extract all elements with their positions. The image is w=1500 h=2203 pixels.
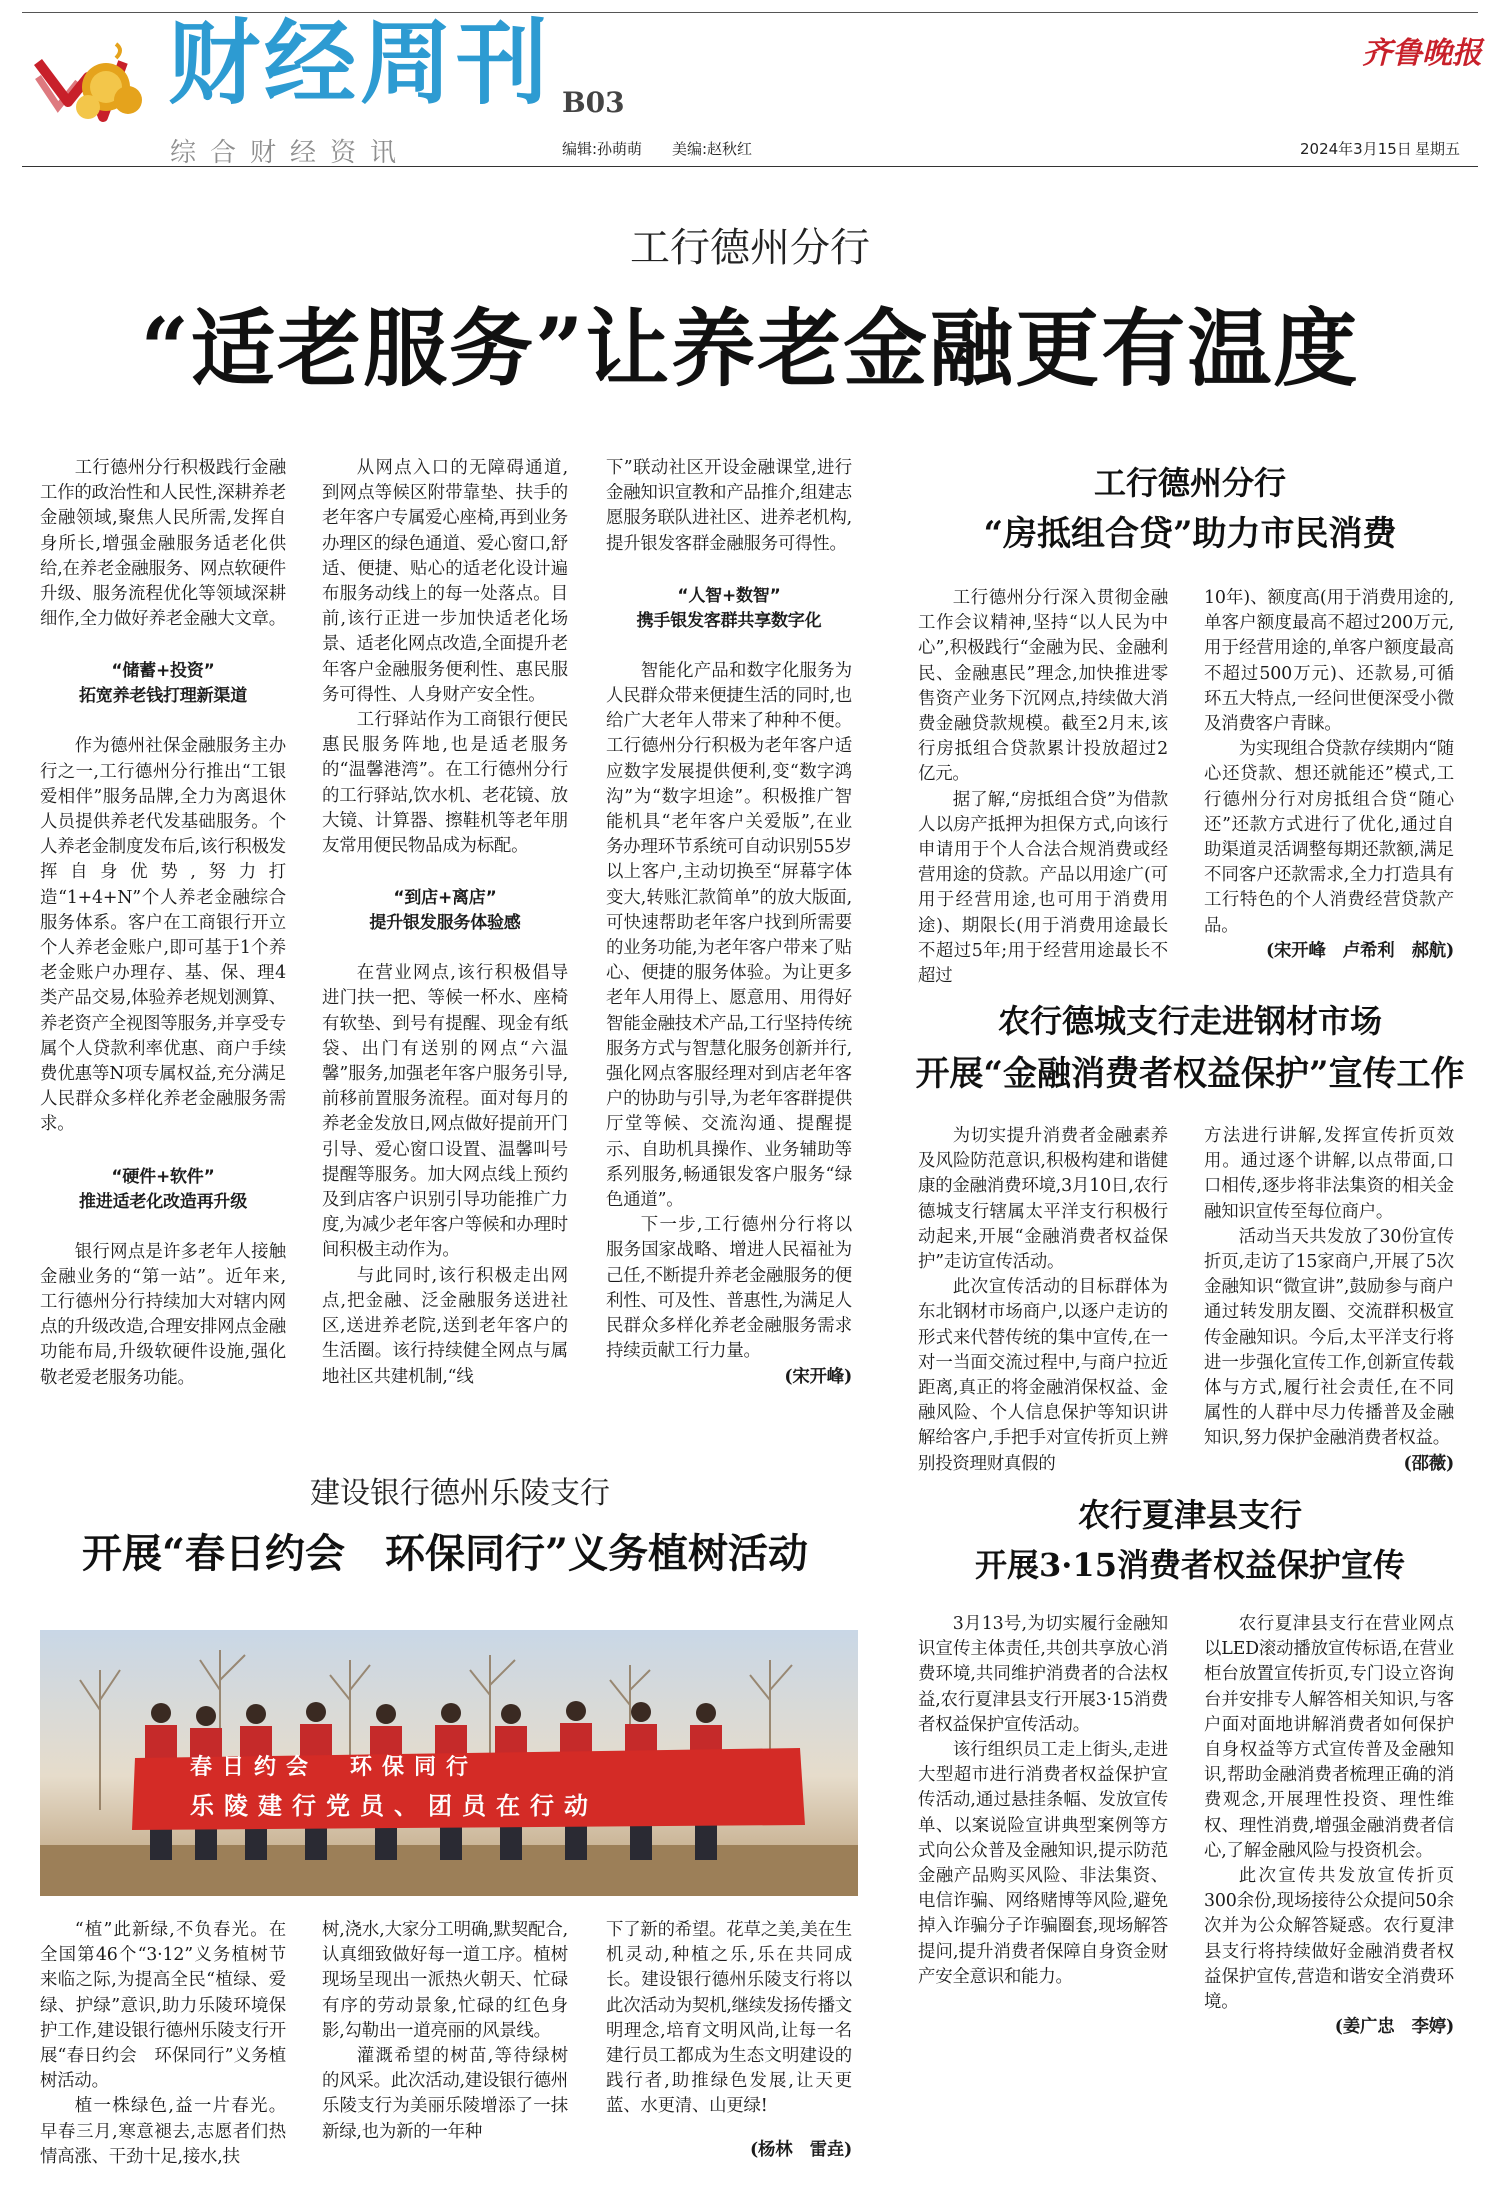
main-column-3 [606, 456, 852, 1390]
bottom-headline: 开展“春日约会 环保同行”义务植树活动 [81, 1530, 808, 1577]
right2-column-1 [918, 1124, 1168, 1477]
newspaper-name: 齐鲁晚报 [1362, 36, 1482, 71]
banner-text-line-1: 春日约会 环保同行 [190, 1755, 479, 1780]
byline: (邵薇) [1403, 1453, 1454, 1474]
bottom-kicker: 建设银行德州乐陵支行 [310, 1476, 610, 1511]
paragraph: 作为德州社保金融服务主办行之一,工行德州分行推出“工银爱相伴”服务品牌,全力为离退休人员提供养老代发基础服务。个人养老金制度发布后,该行积极发挥自身优势,努力打造“1+4+N”个人养老金融综合服务体系。客户在工商银行开立个人养老金账户,即可基于1个养老金账户办理存、基、保、理4类产品交易,体验养老规划测算、养老资产全视图等服务,并享受专属个人贷款利率优惠、商户手续费优惠等N项专属权益,充分满足人民群众多样化养老金融服务需求。 [40, 736, 286, 1135]
byline: (杨林 雷垚) [749, 2139, 852, 2160]
right3-column-2 [1204, 1612, 1454, 2040]
banner-text-line-2: 乐陵建行党员、团员在行动 [190, 1792, 598, 1820]
subhead: “硬件+软件” [111, 1166, 215, 1187]
paragraph: 10年)、额度高(用于消费用途的,单客户额度最高不超过200万元,用于经营用途的,单客户额度最高不超过500万元)、还款易,可循环五大特点,一经问世便深受小微及消费客户青睐。 [1204, 588, 1454, 735]
paragraph: 工行驿站作为工商银行便民惠民服务阵地,也是适老服务的“温馨港湾”。在工行德州分行的工行驿站,饮水机、老花镜、放大镜、计算器、擦鞋机等老年朋友常用便民物品成为标配。 [322, 710, 568, 857]
bottom-column-2 [322, 1918, 568, 2145]
issue-weekday: 星期五 [1415, 140, 1461, 158]
subhead: 推进适老化改造再升级 [79, 1191, 247, 1212]
right3-kicker: 农行夏津县支行 [1077, 1496, 1302, 1534]
paragraph: 为实现组合贷款存续期内“随心还贷款、想还就能还”模式,工行德州分行对房抵组合贷“随心还”还款方式进行了优化,通过自助渠道灵活调整每期还款额,满足不同客户还款需求,全力打造具有工行特色的个人消费经营贷款产品。 [1204, 739, 1454, 936]
masthead-subtitle: 综合财经资讯 [170, 138, 411, 168]
paragraph: 下一步,工行德州分行将以服务国家战略、增进人民福祉为己任,不断提升养老金融服务的便利性、可及性、普惠性,为满足人民群众多样化养老金融服务需求持续贡献工行力量。 [606, 1215, 852, 1362]
paragraph: 工行德州分行深入贯彻金融工作会议精神,坚持“以人民为中心”,积极践行“金融为民、金融利民、金融惠民”理念,加快推进零售资产业务下沉网点,持续做大消费金融贷款规模。截至2月末,该行房抵组合贷款累计投放超过2亿元。 [918, 588, 1168, 785]
paragraph: 据了解,“房抵组合贷”为借款人以房产抵押为担保方式,向该行申请用于个人合法合规消费或经营用途的贷款。产品以用途广(可用于经营用途,也可用于消费用途)、期限长(用于消费用途最长不超过5年;用于经营用途最长不超过 [918, 789, 1168, 987]
paragraph: 活动当天共发放了30份宣传折页,走访了15家商户,开展了5次金融知识“微宣讲”,鼓励参与商户通过转发朋友圈、交流群积极宣传金融知识。今后,太平洋支行将进一步强化宣传工作,创新宣传载体与方式,履行社会责任,在不同属性的人群中尽力传播普及金融知识,努力保护金融消费者权益。 [1204, 1226, 1454, 1449]
bottom-column-3 [606, 1918, 852, 2163]
paragraph: “植”此新绿,不负春光。在全国第46个“3·12”义务植树节来临之际,为提高全民“植绿、爱绿、护绿”意识,助力乐陵环境保护工作,建设银行德州乐陵支行开展“春日约会 环保同行”义务植树活动。 [40, 1920, 286, 2092]
paragraph: 灌溉希望的树苗,等待绿树的风采。此次活动,建设银行德州乐陵支行为美丽乐陵增添了一抹新绿,也为新的一年种 [322, 2046, 568, 2142]
paragraph: 农行夏津县支行在营业网点以LED滚动播放宣传标语,在营业柜台放置宣传折页,专门设立咨询台并安排专人解答相关知识,与客户面对面地讲解消费者如何保护自身权益等方式宣传普及金融知识,帮助金融消费者梳理正确的消费观念,开展理性投资、理性维权、理性消费,增强金融消费者信心,了解金融风险与投资机会。 [1204, 1614, 1454, 1861]
subhead: 提升银发服务体验感 [369, 913, 521, 934]
paragraph: 在营业网点,该行积极倡导进门扶一把、等候一杯水、座椅有软垫、到号有提醒、现金有纸袋、出门有送别的网点“六温馨”服务,加强老年客户服务引导,前移前置服务流程。面对每月的养老金发放日,网点做好提前开门引导、爱心窗口设置、温馨叫号提醒等服务。加大网点线上预约及到店客户识别引导功能推广力度,为减少老年客户等候和办理时间积极主动作为。 [322, 963, 568, 1261]
right3-headline: 开展3·15消费者权益保护宣传 [975, 1546, 1405, 1584]
paragraph: 银行网点是许多老年人接触金融业务的“第一站”。近年来,工行德州分行持续加大对辖内网点的升级改造,合理安排网点金融功能布局,升级软硬件设施,强化敬老爱老服务功能。 [40, 1241, 286, 1388]
paragraph: 为切实提升消费者金融素养及风险防范意识,积极构建和谐健康的金融消费环境,3月10日,农行德城支行辖属太平洋支行积极行动起来,开展“金融消费者权益保护”走访宣传活动。 [918, 1126, 1168, 1273]
main-kicker: 工行德州分行 [630, 225, 870, 271]
paragraph: 从网点入口的无障碍通道,到网点等候区附带靠垫、扶手的老年客户专属爱心座椅,再到业务办理区的绿色通道、爱心窗口,舒适、便捷、贴心的适老化设计遍布服务动线上的每一处落点。目前,该行正进一步加快适老化场景、适老化网点改造,全面提升老年客户金融服务便利性、惠民服务可得性、人身财产安全性。 [322, 458, 568, 705]
masthead-logo-icon [28, 22, 148, 132]
right2-column-2 [1204, 1124, 1454, 1477]
subhead: 拓宽养老钱打理新渠道 [79, 686, 247, 707]
byline: (宋开峰 卢希利 郝航) [1266, 940, 1454, 961]
right1-column-1 [918, 586, 1168, 989]
paragraph: 植一株绿色,益一片春光。早春三月,寒意褪去,志愿者们热情高涨、干劲十足,接水,扶 [40, 2096, 286, 2167]
paragraph: 下了新的希望。花草之美,美在生机灵动,种植之乐,乐在共同成长。建设银行德州乐陵支行将以此次活动为契机,继续发扬传播文明理念,培育文明风尚,让每一名建行员工都成为生态文明建设的践行者,助推绿色发展,让天更蓝、水更清、山更绿! [606, 1920, 852, 2117]
paragraph: 该行组织员工走上街头,走进大型超市进行消费者权益保护宣传活动,通过悬挂条幅、发放宣传单、以案说险宣讲典型案例等方式向公众普及金融知识,提示防范金融产品购买风险、非法集资、电信诈骗、网络赌博等风险,避免掉入诈骗分子诈骗圈套,现场解答提问,提升消费者保障自身资金财产安全意识和能力。 [918, 1740, 1168, 1987]
subhead: “储蓄+投资” [111, 661, 215, 682]
main-headline: “适老服务”让养老金融更有温度 [140, 299, 1360, 398]
subhead: “到店+离店” [393, 888, 497, 909]
paragraph: 智能化产品和数字化服务为人民群众带来便捷生活的同时,也给广大老年人带来了种种不便。工行德州分行积极为老年客户适应数字发展提供便利,变“数字鸿沟”为“数字坦途”。积极推广智能机具“老年客户关爱版”,在业务办理环节系统可自动识别55岁以上客户,主动切换至“屏幕字体变大,转账汇款简单”的放大版面,可快速帮助老年客户找到所需要的业务功能,为老年客户带来了贴心、便捷的服务体验。为让更多老年人用得上、愿意用、用得好智能金融技术产品,工行坚持传统服务方式与智慧化服务创新并行,强化网点客服经理对到店老年客户的协助与引导,为老年客群提供厅堂等候、交流沟通、提醒提示、自助机具操作、业务辅助等系列服务,畅通银发客户服务“绿色通道”。 [606, 660, 852, 1211]
main-column-1 [40, 456, 286, 1391]
paragraph: 下”联动社区开设金融课堂,进行金融知识宣教和产品推介,组建志愿服务联队进社区、进养老机构,提升银发客群金融服务可得性。 [606, 458, 852, 554]
right3-column-1 [918, 1612, 1168, 1990]
paragraph: 与此同时,该行积极走出网点,把金融、泛金融服务送进社区,送进养老院,送到老年客户的生活圈。该行持续健全网点与属地社区共建机制,“线 [322, 1265, 568, 1387]
masthead-title: 财经周刊 [168, 10, 553, 117]
issue-date: 2024年3月15日 [1300, 140, 1412, 158]
right1-headline: “房抵组合贷”助力市民消费 [983, 514, 1397, 554]
paragraph: 工行德州分行积极践行金融工作的政治性和人民性,深耕养老金融领域,聚焦人民所需,发挥自身所长,增强金融服务适老化供给,在养老金融服务、网点软硬件升级、服务流程优化等领域深耕细作,全力做好养老金融大文章。 [40, 458, 286, 630]
right1-column-2 [1204, 586, 1454, 964]
paragraph: 3月13号,为切实履行金融知识宣传主体责任,共创共享放心消费环境,共同维护消费者的合法权益,农行夏津县支行开展3·15消费者权益保护宣传活动。 [918, 1614, 1168, 1735]
tree-planting-photo [40, 1630, 858, 1896]
designer-credit: 美编:赵秋红 [672, 140, 753, 158]
bottom-column-1 [40, 1918, 286, 2170]
right1-kicker: 工行德州分行 [1093, 464, 1286, 502]
right2-kicker: 农行德城支行走进钢材市场 [997, 1002, 1382, 1040]
paragraph: 树,浇水,大家分工明确,默契配合,认真细致做好每一道工序。植树现场呈现出一派热火朝天、忙碌有序的劳动景象,忙碌的红色身影,勾勒出一道亮丽的风景线。 [322, 1920, 568, 2041]
subhead: 携手银发客群共享数字化 [636, 610, 822, 631]
byline: (宋开峰) [784, 1366, 852, 1387]
paragraph: 此次宣传共发放宣传折页300余份,现场接待公众提问50余次并为公众解答疑惑。农行夏津县支行将持续做好金融消费者权益保护宣传,营造和谐安全消费环境。 [1204, 1866, 1454, 2013]
paragraph: 此次宣传活动的目标群体为东北钢材市场商户,以逐户走访的形式来代替传统的集中宣传,在一对一当面交流过程中,与商户拉近距离,真正的将金融消保权益、金融风险、个人信息保护等知识讲解给客户,手把手对宣传折页上辨别投资理财真假的 [918, 1277, 1168, 1474]
editor-credit: 编辑:孙萌萌 [562, 140, 643, 158]
paragraph: 方法进行讲解,发挥宣传折页效用。通过逐个讲解,以点带面,口口相传,逐步将非法集资的相关金融知识宣传至每位商户。 [1204, 1126, 1454, 1222]
byline: (姜广忠 李婷) [1334, 2017, 1454, 2038]
subhead: “人智+数智” [677, 585, 781, 606]
page-number: B03 [562, 86, 625, 119]
main-column-2 [322, 456, 568, 1390]
right2-headline: 开展“金融消费者权益保护”宣传工作 [915, 1054, 1465, 1094]
